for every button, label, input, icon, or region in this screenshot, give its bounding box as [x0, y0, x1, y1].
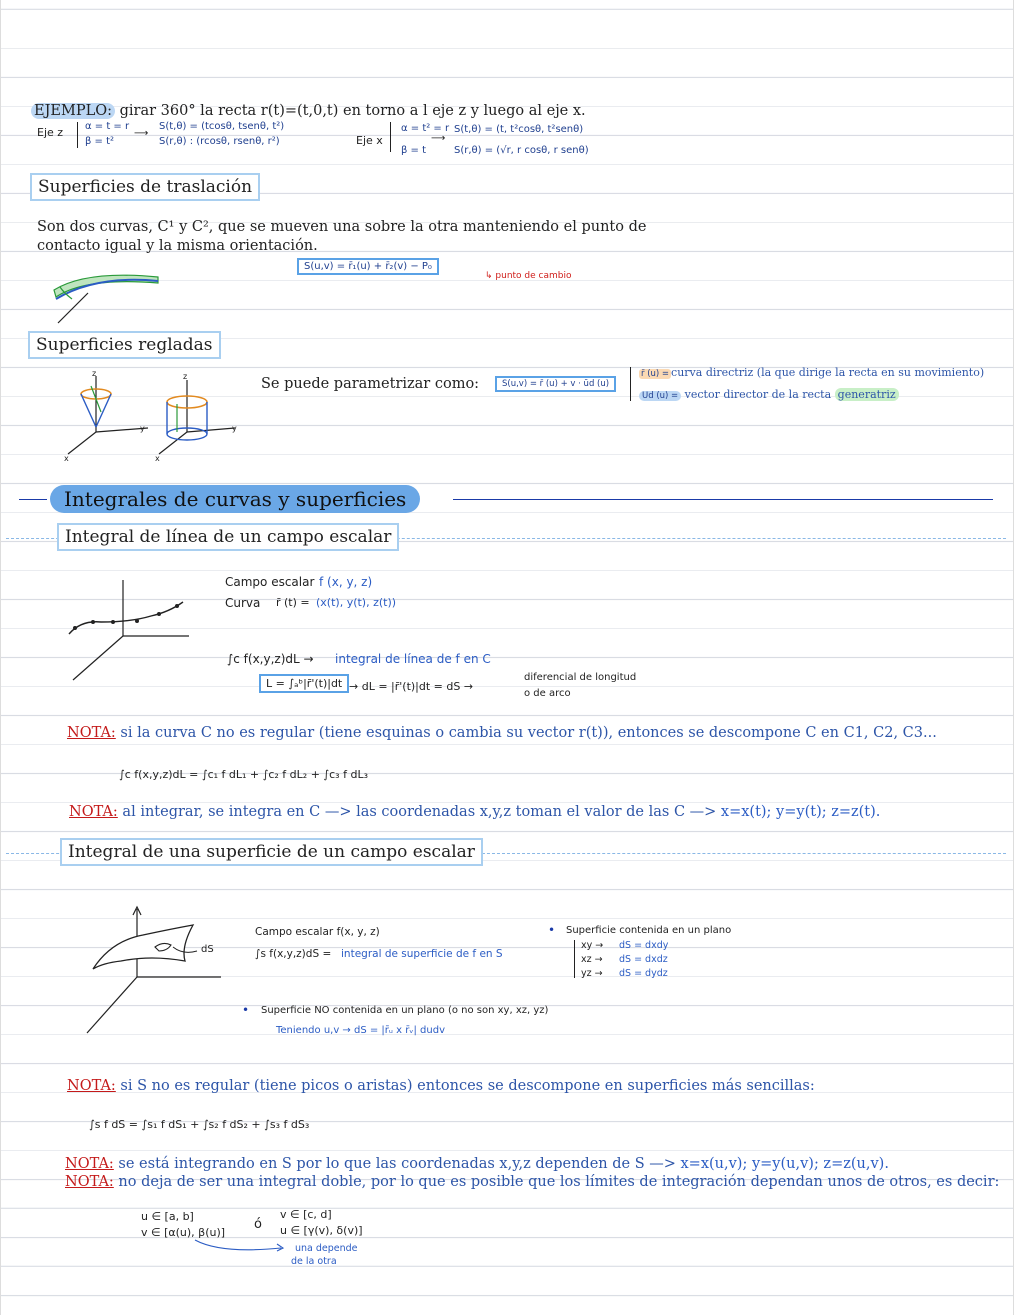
eje-z-beta: β = t² — [85, 136, 115, 147]
nota4-text-a: se está integrando en S por lo que las coordenadas x,y,z dependen de S —> — [113, 1156, 681, 1172]
eje-z-alpha: α = t = r — [85, 121, 130, 132]
nota3-line — [67, 1078, 815, 1094]
linea-campo-label: Campo escalar — [225, 575, 315, 589]
eje-z-arrow: ⟶ — [134, 128, 149, 139]
linea-sketch — [61, 576, 201, 686]
linea-integral-desc: integral de línea de f en C — [335, 652, 491, 666]
linea-dif1: diferencial de longitud — [524, 672, 637, 683]
nota3-text: si S no es regular (tiene picos o aristas) entonces se descompone en superficies más sencillas: — [115, 1078, 815, 1094]
section-line-left — [19, 499, 47, 500]
linea-curva-eq: r̄ (t) = — [276, 596, 310, 609]
axis-z-1: z — [92, 369, 97, 378]
lim2a: v ∈ [c, d] — [280, 1208, 332, 1221]
regladas-sketch — [63, 372, 243, 464]
depende2: de la otra — [291, 1256, 337, 1267]
nota2-label: NOTA: — [69, 804, 118, 820]
superficie-bullet2: Superficie NO contenida en un plano (o no son xy, xz, yz) — [261, 1005, 549, 1016]
superficie-sum-text: ∫s f dS = ∫s₁ f dS₁ + ∫s₂ f dS₂ + ∫s₃ f dS₃ — [89, 1118, 310, 1131]
traslacion-line2: contacto igual y la misma orientación. — [37, 238, 318, 254]
axis-x-1: x — [64, 454, 69, 463]
traslacion-formula: S(u,v) = r̄₁(u) + r̄₂(v) − P₀ — [297, 258, 439, 275]
eje-z-bar — [77, 122, 78, 148]
superficie-sum — [89, 1118, 309, 1131]
nota2-text-a: al integrar, se integra en C —> las coordenadas x,y,z toman el valor de las C —> — [117, 804, 721, 820]
regladas-r-desc: curva directriz (la que dirige la recta en su movimiento) — [671, 366, 985, 379]
example-line — [31, 103, 586, 119]
nota3-label: NOTA: — [67, 1078, 116, 1094]
nota2-text-b: x=x(t); y=y(t); z=z(t). — [720, 804, 881, 820]
axis-x-2: x — [155, 454, 160, 463]
regladas-formula: S(u,v) = r̄ (u) + v · ūd (u) — [495, 376, 616, 392]
regladas-r-label: r̄ (u) = — [641, 369, 670, 379]
example-label: EJEMPLO: — [31, 103, 115, 119]
axis-z-2: z — [183, 372, 188, 381]
superficie-dS: dS — [201, 944, 214, 955]
linea-dif2: o de arco — [524, 688, 571, 699]
xz-label: xz → — [581, 954, 603, 965]
axis-y-1: y — [140, 424, 145, 433]
linea-title: Integral de línea de un campo escalar — [57, 523, 399, 551]
linea-campo-val: f (x, y, z) — [319, 575, 373, 589]
nota1-line — [67, 725, 937, 741]
traslacion-title: Superficies de traslación — [30, 173, 260, 201]
superficie-campo: Campo escalar f(x, y, z) — [255, 926, 380, 938]
eje-z-s2: S(r,θ) : (rcosθ, rsenθ, r²) — [159, 136, 280, 147]
eje-x-bar — [390, 122, 391, 152]
superficie-sketch — [81, 905, 231, 1037]
axis-y-2: y — [232, 424, 237, 433]
regladas-ud-highlight: generatriz — [835, 388, 899, 401]
nota1-label: NOTA: — [67, 725, 116, 741]
regladas-title: Superficies regladas — [28, 331, 221, 359]
nota4-line — [65, 1156, 889, 1172]
lim-arrow — [191, 1238, 301, 1258]
eje-x-s2: S(r,θ) = (√r, r cosθ, r senθ) — [454, 145, 589, 156]
eje-x-arrow: ⟶ — [431, 133, 446, 144]
lim1b: v ∈ [α(u), β(u)] — [141, 1226, 226, 1239]
traslacion-note-text: punto de cambio — [495, 271, 572, 281]
linea-sum — [119, 768, 368, 781]
xz-val: dS = dxdz — [619, 954, 668, 965]
linea-L-formula: L = ∫ₐᵇ|r̄'(t)|dt — [259, 674, 349, 693]
nota1-text: si la curva C no es regular (tiene esquinas o cambia su vector r(t)), entonces se descompone C en C1, C2, C3... — [115, 725, 937, 741]
section-title: Integrales de curvas y superficies — [50, 485, 420, 513]
eje-x-alpha: α = t² = r — [401, 123, 450, 134]
lim2b: u ∈ [γ(v), δ(v)] — [280, 1224, 363, 1237]
lim1a: u ∈ [a, b] — [141, 1210, 194, 1223]
bullet1-bar — [574, 940, 575, 978]
nota5-text: no deja de ser una integral doble, por lo que es posible que los límites de integración dependan unos de otros, es decir: — [113, 1174, 1000, 1190]
traslacion-sketch — [46, 255, 166, 327]
eje-z-label: Eje z — [37, 126, 64, 139]
traslacion-note: ↳ punto de cambio — [485, 271, 572, 281]
superficie-integral: ∫s f(x,y,z)dS = — [255, 948, 332, 960]
linea-curva-val: (x(t), y(t), z(t)) — [316, 596, 397, 609]
eje-z-s1: S(t,θ) = (tcosθ, tsenθ, t²) — [159, 121, 285, 132]
yz-val: dS = dydz — [619, 968, 668, 979]
eje-x-label: Eje x — [356, 134, 383, 147]
superficie-integral-desc: integral de superficie de f en S — [341, 948, 503, 960]
lim-o: ó — [254, 1217, 262, 1232]
linea-integral: ∫c f(x,y,z)dL → — [227, 652, 314, 666]
regladas-ud-label: Ud (u) = — [639, 391, 681, 401]
linea-curva-label: Curva — [225, 596, 261, 610]
eje-x-s1: S(t,θ) = (t, t²cosθ, t²senθ) — [454, 124, 584, 135]
regladas-ud-desc: vector director de la recta — [681, 388, 835, 401]
nota4-text-b: x=x(u,v); y=y(u,v); z=z(u,v). — [680, 1156, 889, 1172]
regladas-intro: Se puede parametrizar como: — [261, 376, 480, 392]
regladas-r-line — [639, 366, 984, 379]
depende1: una depende — [295, 1243, 358, 1254]
linea-dL: → dL = |r̄'(t)|dt = dS → — [349, 680, 474, 693]
regladas-ud-line — [639, 388, 899, 401]
eje-x-beta: β = t — [401, 145, 427, 156]
nota2-line — [69, 804, 880, 820]
xy-val: dS = dxdy — [619, 940, 669, 951]
xy-label: xy → — [581, 940, 604, 951]
linea-sum-text: ∫c f(x,y,z)dL = ∫c₁ f dL₁ + ∫c₂ f dL₂ + ∫c₃ f dL₃ — [119, 768, 368, 781]
nota5-line — [65, 1174, 999, 1190]
superficie-bullet1: Superficie contenida en un plano — [566, 925, 732, 936]
regladas-bar — [630, 367, 631, 401]
superficie-title: Integral de una superficie de un campo escalar — [60, 838, 483, 866]
superficie-teniendo: Teniendo u,v → dS = |r̄ᵤ x r̄ᵥ| dudv — [276, 1025, 445, 1036]
nota5-label: NOTA: — [65, 1174, 114, 1190]
section-line-right — [453, 499, 993, 500]
traslacion-line1: Son dos curvas, C¹ y C², que se mueven una sobre la otra manteniendo el punto de — [37, 219, 647, 235]
yz-label: yz → — [581, 968, 603, 979]
example-text: girar 360° la recta r(t)=(t,0,t) en torno a l eje z y luego al eje x. — [115, 103, 586, 119]
nota4-label: NOTA: — [65, 1156, 114, 1172]
bullet2-dot: • — [242, 1003, 250, 1017]
bullet1-dot: • — [548, 923, 556, 937]
